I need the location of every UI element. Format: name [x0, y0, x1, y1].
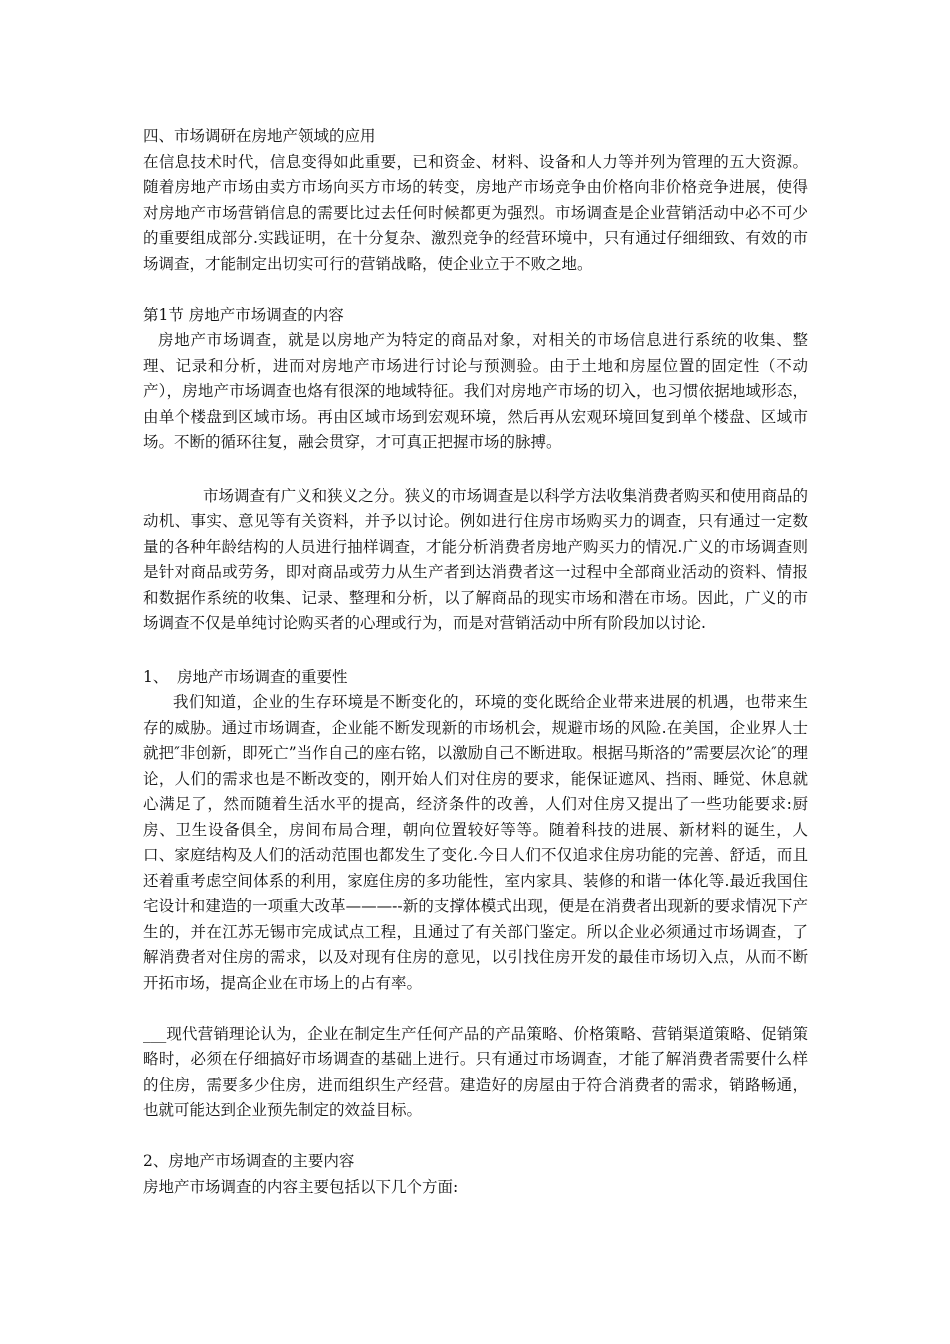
- item-1-paragraph-2: [143, 1022, 808, 1124]
- section-4-title: 四、市场调研在房地产领域的应用: [143, 127, 376, 145]
- item-1-heading: [143, 665, 808, 691]
- spacer: [143, 456, 808, 484]
- item-2-title: 2、房地产市场调查的主要内容: [143, 1152, 355, 1170]
- spacer: [143, 1124, 808, 1150]
- section-4-body: 在信息技术时代，信息变得如此重要，已和资金、材料、设备和人力等并列为管理的五大资源。随着房地产市场由卖方市场向买方市场的转变，房地产市场竞争由价格向非价格竞争进展，使得对房地产市场营销信息的需要比过去任何时候都更为强烈。市场调查是企业营销活动中必不可少的重要组成部分.实践证明，在十分复杂、激烈竞争的经营环境中，只有通过仔细细致、有效的市场调查，才能制定出切实可行的营销战略，使企业立于不败之地。: [143, 152, 808, 273]
- chapter-1-paragraph-2: 市场调查有广义和狭义之分。狭义的市场调查是以科学方法收集消费者购买和使用商品的动机、事实、意见等有关资料，并予以讨论。例如进行住房市场购买力的调查，只有通过一定数量的各种年龄结构的人员进行抽样调查，才能分析消费者房地产购买力的情况.广义的市场调查则是针对商品或劳务，即对商品或劳力从生产者到达消费者这一过程中全部商业活动的资料、情报和数据作系统的收集、记录、整理和分析，以了解商品的现实市场和潜在市场。因此，广义的市场调查不仅是单纯讨论购买者的心理或行为，而是对营销活动中所有阶段加以讨论.: [143, 486, 808, 632]
- item-1-number: 1、: [143, 667, 169, 686]
- item-1-paragraph-2-prefix: ___: [143, 1024, 167, 1043]
- spacer: [143, 996, 808, 1022]
- item-1-paragraph-1: 我们知道，企业的生存环境是不断变化的，环境的变化既给企业带来进展的机遇，也带来生存的威胁。通过市场调查，企业能不断发现新的市场机会，规避市场的风险.在美国，企业界人士就把″非创新，即死亡”当作自己的座右铭，以激励自己不断进取。根据马斯洛的”需要层次论″的理论，人们的需求也是不断改变的，刚开始人们对住房的要求，能保证遮风、挡雨、睡觉、休息就心满足了，然而随着生活水平的提高，经济条件的改善，人们对住房又提出了一些功能要求:厨房、卫生设备俱全，房间布局合理，朝向位置较好等等。随着科技的进展、新材料的诞生，人口、家庭结构及人们的活动范围也都发生了变化.今日人们不仅追求住房功能的完善、舒适，而且还着重考虑空间体系的利用，家庭住房的多功能性，室内家具、装修的和谐一体化等.最近我国住宅设计和建造的一项重大改革———--新的支撑体模式出现，便是在消费者出现新的要求情况下产生的，并在江苏无锡市完成试点工程，且通过了有关部门鉴定。所以企业必须通过市场调查，了解消费者对住房的需求，以及对现有住房的意见，以引找住房开发的最佳市场切入点，从而不断开拓市场，提高企业在市场上的占有率。: [143, 693, 808, 992]
- chapter-1-paragraph-1: 房地产市场调查，就是以房地产为特定的商品对象，对相关的市场信息进行系统的收集、整理、记录和分析，进而对房地产市场进行讨论与预测验。由于土地和房屋位置的固定性（不动产），房地产市场调查也烙有很深的地域特征。我们对房地产市场的切入，也习惯依据地域形态，由单个楼盘到区域市场。再由区域市场到宏观环境，然后再从宏观环境回复到单个楼盘、区域市场。不断的循环往复，融会贯穿，才可真正把握市场的脉搏。: [143, 331, 808, 451]
- document-page: [143, 124, 808, 1200]
- spacer: [143, 277, 808, 303]
- item-2-intro: 房地产市场调查的内容主要包括以下几个方面:: [143, 1177, 459, 1196]
- chapter-1-title: 第1节 房地产市场调查的内容: [143, 305, 344, 324]
- item-1-title: 房地产市场调查的重要性: [177, 667, 348, 686]
- spacer: [143, 637, 808, 665]
- item-1-paragraph-2-text: 现代营销理论认为，企业在制定生产任何产品的产品策略、价格策略、营销渠道策略、促销策略时，必须在仔细搞好市场调查的基础上进行。只有通过市场调查，才能了解消费者需要什么样的住房，需要多少住房，进而组织生产经营。建造好的房屋由于符合消费者的需求，销路畅通，也就可能达到企业预先制定的效益目标。: [143, 1024, 808, 1119]
